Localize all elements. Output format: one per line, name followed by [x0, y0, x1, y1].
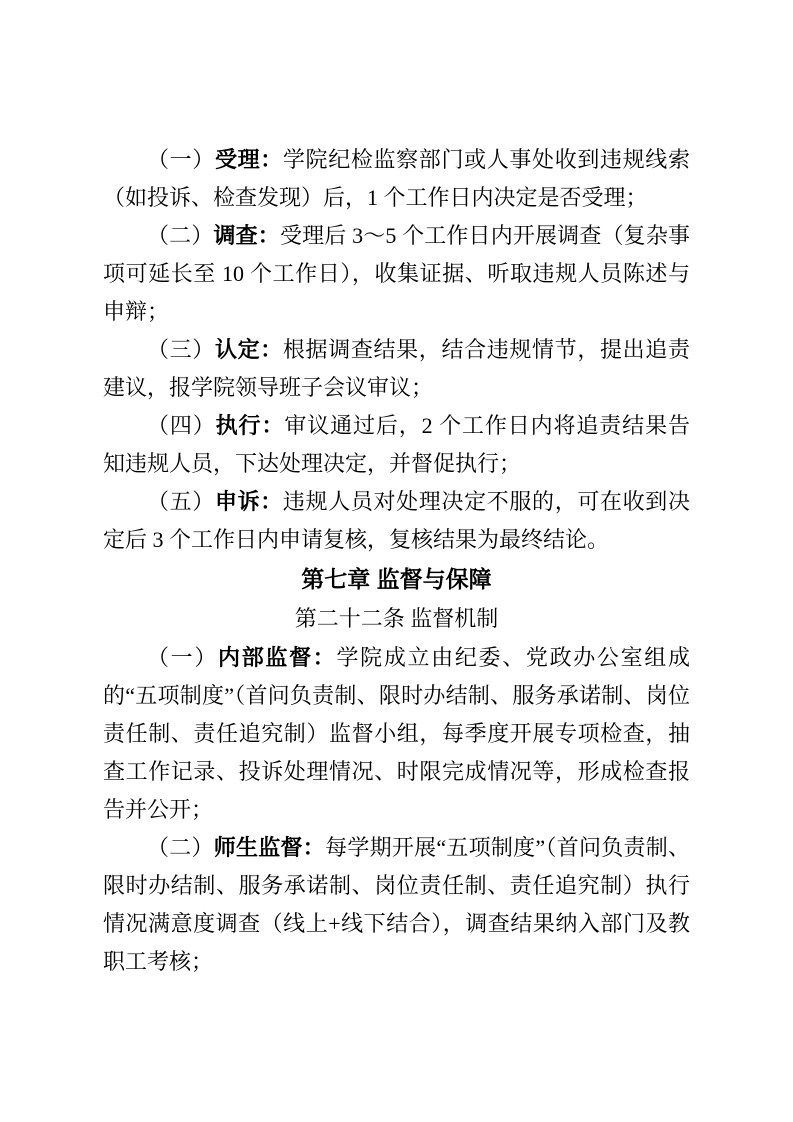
item-label: 申诉：: [214, 489, 283, 514]
item-number: （三）: [147, 337, 215, 362]
item-label: 执行：: [215, 413, 285, 438]
document-page: [103, 141, 690, 981]
item-number: （五）: [147, 489, 215, 514]
item-text: 学院成立由纪委、党政办公室组成的“五项制度”（首问负责制、限时办结制、服务承诺制、岗位责任制、责任追究制）监督小组，每季度开展专项检查，抽查工作记录、投诉处理情况、时限完成情况等，形成检查报告并公开；: [103, 645, 691, 822]
item-text: 受理后 3～5 个工作日内开展调查（复杂事项可延长至 10 个工作日），收集证据、听取违规人员陈述与申辩；: [103, 223, 690, 324]
item-label: 调查：: [213, 223, 280, 248]
item-label: 认定：: [214, 337, 283, 362]
document-body: [103, 141, 690, 981]
item-label: 受理：: [214, 147, 283, 172]
item-text: 根据调查结果，结合违规情节，提出追责建议，报学院领导班子会议审议；: [103, 337, 690, 400]
item-text: 违规人员对处理决定不服的，可在收到决定后 3 个工作日内申请复核，复核结果为最终结论。: [103, 489, 690, 552]
item-label: 师生监督：: [213, 835, 326, 860]
item-number: （一）: [147, 147, 215, 172]
item-text: 每学期开展“五项制度”（首问负责制、限时办结制、服务承诺制、岗位责任制、责任追究制）执行情况满意度调查（线上+线下结合），调查结果纳入部门及教职工考核；: [103, 835, 690, 974]
numbered-paragraph: [103, 829, 690, 981]
section-heading: 第二十二条 监督机制: [294, 606, 499, 631]
item-number: （二）: [147, 223, 214, 248]
item-label: 内部监督：: [218, 645, 337, 670]
item-number: （四）: [147, 413, 216, 438]
numbered-paragraph: [103, 483, 690, 559]
chapter-heading: 第七章 监督与保障: [301, 566, 492, 592]
item-text: 学院纪检监察部门或人事处收到违规线索（如投诉、检查发现）后，1 个工作日内决定是否受理；: [103, 147, 690, 210]
numbered-paragraph: [103, 331, 690, 407]
item-number: （二）: [147, 835, 214, 860]
item-text: 审议通过后，2 个工作日内将追责结果告知违规人员，下达处理决定，并督促执行；: [103, 413, 690, 476]
numbered-paragraph: [103, 141, 690, 217]
numbered-paragraph: [103, 217, 690, 331]
numbered-paragraph: [103, 639, 690, 829]
numbered-paragraph: [103, 407, 690, 483]
item-number: （一）: [147, 645, 219, 670]
